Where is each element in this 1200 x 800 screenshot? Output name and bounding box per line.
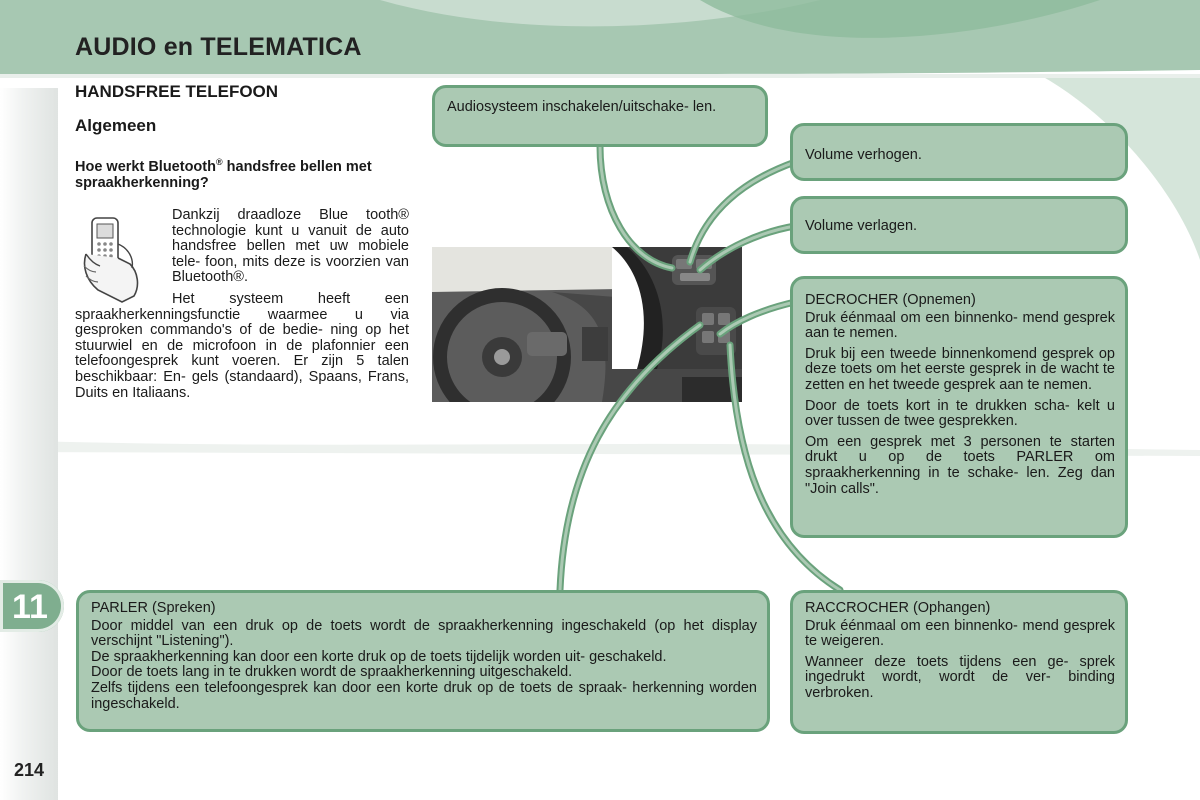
callout-audio-text: Audiosysteem inschakelen/uitschake- len.: [447, 99, 717, 115]
chapter-number: 11: [12, 588, 48, 626]
callout-decrocher-p3: Door de toets kort in te drukken scha- kelt u over tussen de twee gesprekken.: [805, 397, 1115, 430]
page-number: 214: [14, 760, 45, 780]
callout-volume-up-text: Volume verhogen.: [805, 147, 922, 163]
callout-decrocher-p1: Druk éénmaal om een binnenko- mend gesprek aan te nemen.: [805, 309, 1115, 342]
question-text-start: Hoe werkt Bluetooth: [75, 158, 216, 175]
callout-parler: [76, 590, 770, 732]
callout-parler-p3: Door de toets lang in te drukken wordt de spraakherkenning uitgeschakeld.: [91, 664, 573, 681]
callout-raccrocher-p2: Wanneer deze toets tijdens een ge- sprek ingedrukt wordt, wordt de ver- binding verbroken.: [805, 653, 1115, 701]
side-margin-bar: [0, 88, 58, 800]
question-heading: [75, 154, 375, 191]
subsection-title: Algemeen: [75, 116, 157, 135]
callout-parler-p1: Door middel van een druk op de toets wordt de spraakherkenning ingeschakeld (op het display verschijnt "Listening").: [91, 617, 757, 650]
callout-volume-down-text: Volume verlagen.: [805, 218, 918, 234]
callout-decrocher-p2: Druk bij een tweede binnenkomend gesprek op deze toets om het eerste gesprek in de wacht te zetten en het tweede gesprek aan te nemen.: [805, 345, 1115, 393]
intro-paragraph-2: Het systeem heeft een spraakherkenningsfunctie waarmee u via gesproken commando's of de bedie- ning op het stuurwiel en de microfoon in de plafonnier een telefoongesprek kunt voeren. Er zijn 5 talen beschikbaar: En- gels (standaard), Spaans, Frans, Duits en Italiaans.: [75, 290, 409, 401]
section-title: HANDSFREE TELEFOON: [75, 82, 279, 101]
callout-volume-down: [790, 196, 1128, 254]
callout-decrocher-p4: Om een gesprek met 3 personen te starten drukt u op de toets PARLER om spraakherkenning in te schake- len. Zeg dan "Join calls".: [805, 433, 1115, 497]
callout-raccrocher-p1: Druk éénmaal om een binnenko- mend gesprek te weigeren.: [805, 617, 1115, 650]
page-header-title: AUDIO en TELEMATICA: [75, 33, 362, 61]
callout-decrocher-title: DECROCHER (Opnemen): [805, 292, 976, 308]
callout-raccrocher: [790, 590, 1128, 734]
registered-mark: ®: [215, 157, 223, 167]
callout-parler-p2: De spraakherkenning kan door een korte druk op de toets tijdelijk worden uit- geschakeld.: [91, 648, 667, 665]
callout-parler-title: PARLER (Spreken): [91, 600, 216, 616]
chapter-tab: [0, 580, 64, 632]
callout-decrocher: [790, 276, 1128, 538]
question-text-end: handsfree bellen met spraakherkenning?: [75, 158, 372, 191]
intro-text: [75, 208, 409, 401]
steering-controls-photo: [612, 247, 742, 369]
callout-parler-p4: Zelfs tijdens een telefoongesprek kan door een korte druk op de toets de spraak- herkenning worden ingeschakeld.: [91, 679, 757, 712]
intro-paragraph-1: Dankzij draadloze Blue tooth® technologie kunt u vanuit de auto handsfree bellen met uw mobiele tele- foon, mits deze is voorzien van Bluetooth®.: [172, 207, 409, 286]
callout-volume-up: [790, 123, 1128, 181]
callout-audio-power: [432, 85, 768, 147]
callout-raccrocher-title: RACCROCHER (Ophangen): [805, 600, 991, 616]
